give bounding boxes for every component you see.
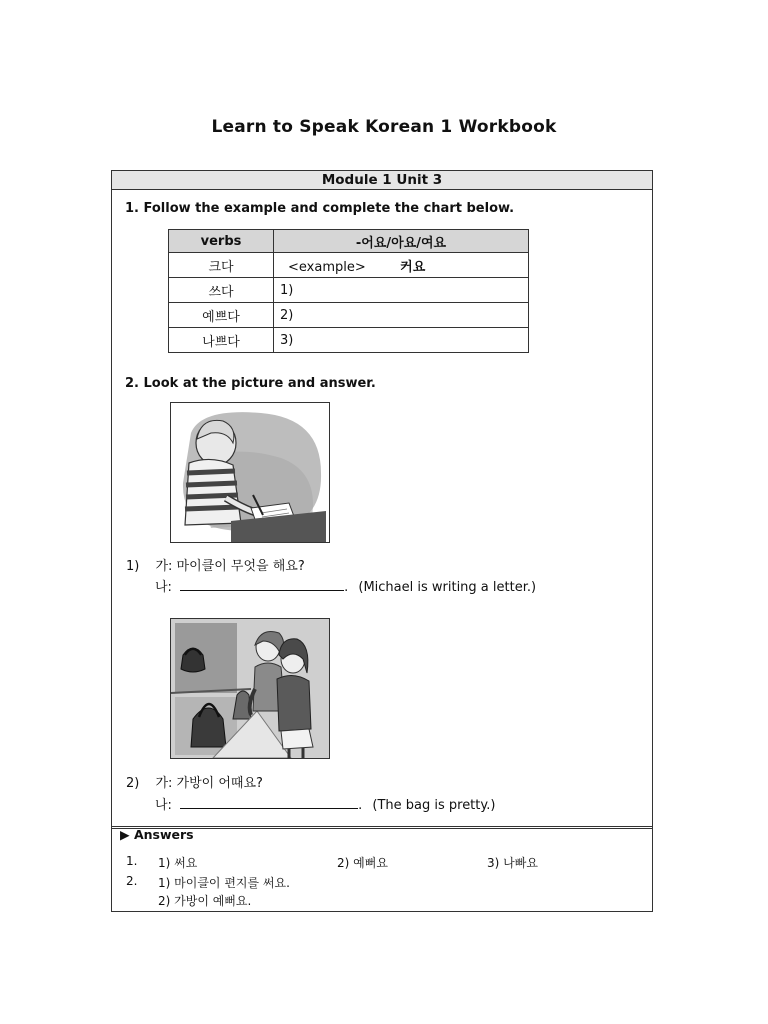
item-1-hint: (Michael is writing a letter.): [358, 580, 537, 595]
verb-cell: 나쁘다: [169, 328, 274, 353]
verb-cell: 쓰다: [169, 278, 274, 303]
document-title: Learn to Speak Korean 1 Workbook: [211, 117, 557, 137]
item-1-question: [126, 555, 305, 574]
worksheet-frame: [111, 170, 653, 912]
example-answer: 커요: [400, 259, 426, 275]
shopping-bags-illustration: [170, 618, 330, 759]
item-2-question: [126, 772, 263, 791]
item-1-answer-prefix: 나:: [155, 580, 172, 595]
verb-cell: 크다: [169, 253, 274, 278]
item-1-question-text: 가: 마이클이 무엇을 해요?: [155, 559, 305, 574]
answer-2-number: 2.: [126, 874, 138, 888]
chart-row: [169, 253, 529, 278]
answer-2-2: 2) 가방이 예뻐요.: [158, 894, 252, 908]
item-2-answer-prefix: 나:: [155, 798, 172, 813]
item-1-answer-blank[interactable]: [180, 578, 344, 591]
answer-1-number: 1.: [126, 854, 138, 868]
item-2-answer-end: .: [358, 798, 363, 813]
question-1-heading: 1. Follow the example and complete the chart below.: [125, 201, 515, 216]
answer-1-1: 1) 써요: [158, 856, 198, 870]
chart-row: [169, 303, 529, 328]
item-2-answer-blank[interactable]: [180, 796, 358, 809]
item-2-question-text: 가: 가방이 어때요?: [155, 776, 263, 791]
column-header-verbs: verbs: [169, 230, 274, 253]
form-cell: 2): [274, 303, 529, 328]
item-2-number: 2): [126, 776, 140, 791]
chart-row: [169, 278, 529, 303]
column-header-forms: -어요/아요/여요: [274, 230, 529, 253]
chart-row: [169, 328, 529, 353]
verb-cell: 예쁘다: [169, 303, 274, 328]
item-2-hint: (The bag is pretty.): [372, 798, 496, 813]
item-1-number: 1): [126, 559, 140, 574]
example-label: <example>: [288, 259, 366, 275]
answer-1-3: 3) 나빠요: [487, 856, 538, 870]
question-2-heading: 2. Look at the picture and answer.: [125, 376, 376, 391]
verb-chart: [168, 229, 529, 353]
answer-1-2: 2) 예뻐요: [337, 856, 388, 870]
form-cell: 3): [274, 328, 529, 353]
chart-header-row: [169, 230, 529, 253]
form-cell: [274, 253, 529, 278]
answer-2-1: 1) 마이클이 편지를 써요.: [158, 876, 290, 890]
answers-heading: ▶ Answers: [120, 827, 194, 842]
writing-letter-illustration: [170, 402, 330, 543]
item-1-answer-end: .: [344, 580, 349, 595]
module-header: Module 1 Unit 3: [112, 171, 652, 190]
item-1-answer-line: [155, 576, 536, 595]
form-cell: 1): [274, 278, 529, 303]
item-2-answer-line: [155, 794, 495, 813]
